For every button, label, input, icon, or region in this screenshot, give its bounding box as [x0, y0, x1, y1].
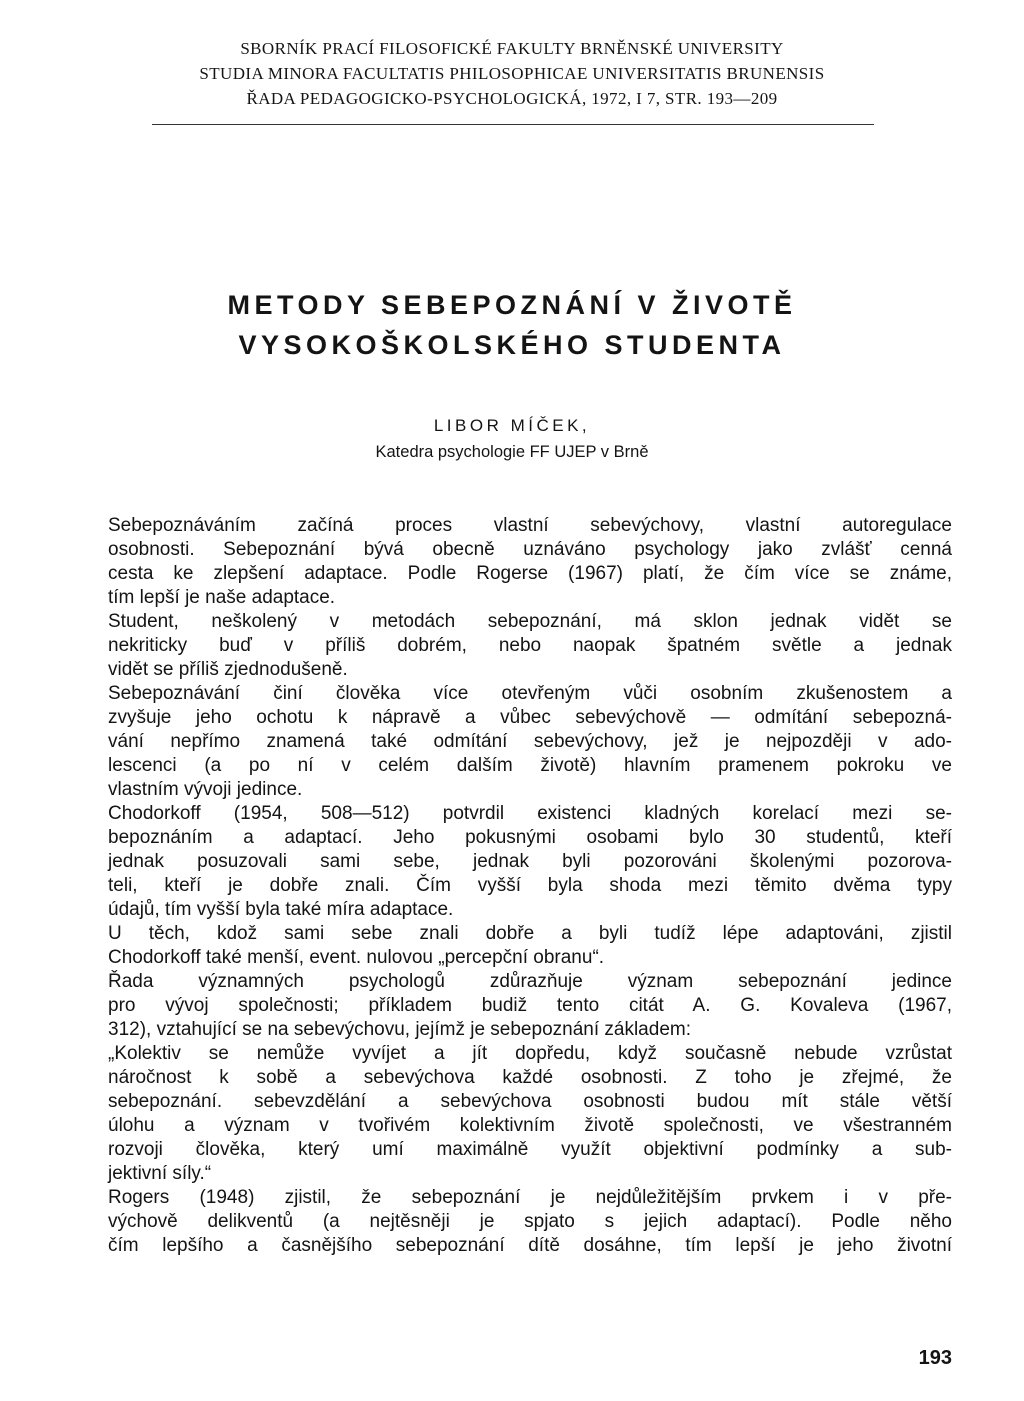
body-line: tím lepší je naše adaptace. — [108, 587, 336, 608]
article-body — [108, 514, 952, 1258]
body-line: jektivní síly.“ — [108, 1163, 212, 1184]
body-line: 312), vztahující se na sebevýchovu, jejímž je sebepoznání základem: — [108, 1019, 691, 1040]
body-line: „Kolektiv se nemůže vyvíjet a jít dopředu, když současně nebude vzrůstat — [108, 1043, 952, 1064]
header-line-3: ŘADA PEDAGOGICKO-PSYCHOLOGICKÁ, 1972, I 7, STR. 193—209 — [246, 89, 778, 108]
body-line: čím lepšího a časnějšího sebepoznání dítě dosáhne, tím lepší je jeho životní — [108, 1235, 952, 1256]
body-line: rozvoji člověka, který umí maximálně využít objektivní podmínky a sub- — [108, 1139, 952, 1160]
body-line: bepoznáním a adaptací. Jeho pokusnými osobami bylo 30 studentů, kteří — [108, 827, 952, 848]
body-line: vidět se příliš zjednodušeně. — [108, 659, 348, 680]
article-title — [60, 285, 964, 365]
body-line: sebepoznání. sebevzdělání a sebevýchova osobnosti budou mít stále větší — [108, 1091, 952, 1112]
body-line: jednak posuzovali sami sebe, jednak byli pozorováni školenými pozorova- — [108, 851, 952, 872]
body-line: údajů, tím vyšší byla také míra adaptace. — [108, 899, 454, 920]
body-line: Sebepoznáváním začíná proces vlastní sebevýchovy, vlastní autoregulace — [108, 515, 952, 536]
body-line: Chodorkoff (1954, 508—512) potvrdil existenci kladných korelací mezi se- — [108, 803, 952, 824]
body-line: vání nepřímo znamená také odmítání sebevýchovy, jež je nejpozději v ado- — [108, 731, 952, 752]
body-line: Sebepoznávání činí člověka více otevřeným vůči osobním zkušenostem a — [108, 683, 952, 704]
header-rule — [152, 124, 874, 125]
body-line: Student, neškolený v metodách sebepoznání, má sklon jednak vidět se — [108, 611, 952, 632]
body-line: cesta ke zlepšení adaptace. Podle Rogerse (1967) platí, že čím více se známe, — [108, 563, 952, 584]
body-line: lescenci (a po ní v celém dalším životě) hlavním pramenem pokroku ve — [108, 755, 952, 776]
body-line: zvyšuje jeho ochotu k nápravě a vůbec sebevýchově — odmítání sebepozná- — [108, 707, 952, 728]
journal-header — [60, 36, 964, 111]
body-line: teli, kteří je dobře znali. Čím vyšší byla shoda mezi těmito dvěma typy — [108, 875, 952, 896]
body-line: pro vývoj společnosti; příkladem budiž tento citát A. G. Kovaleva (1967, — [108, 995, 952, 1016]
body-line: úlohu a význam v tvořivém kolektivním životě společnosti, ve všestranném — [108, 1115, 952, 1136]
body-line: nekriticky buď v příliš dobrém, nebo naopak špatném světle a jednak — [108, 635, 952, 656]
body-line: osobnosti. Sebepoznání bývá obecně uznáváno psychology jako zvlášť cenná — [108, 539, 952, 560]
header-line-2: STUDIA MINORA FACULTATIS PHILOSOPHICAE UNIVERSITATIS BRUNENSIS — [199, 64, 825, 83]
body-line: Řada významných psychologů zdůrazňuje význam sebepoznání jedince — [108, 971, 952, 992]
body-line: výchově delikventů (a nejtěsněji je spjato s jejich adaptací). Podle něho — [108, 1211, 952, 1232]
body-line: Rogers (1948) zjistil, že sebepoznání je nejdůležitějším prvkem i v pře- — [108, 1187, 952, 1208]
author-name: LIBOR MÍČEK, — [433, 416, 591, 435]
title-line-2: VYSOKOŠKOLSKÉHO STUDENTA — [238, 330, 786, 360]
body-line: U těch, kdož sami sebe znali dobře a byli tudíž lépe adaptováni, zjistil — [108, 923, 952, 944]
body-line: vlastním vývoji jedince. — [108, 779, 303, 800]
page-number: 193 — [918, 1347, 952, 1369]
body-line: Chodorkoff také menší, event. nulovou „percepční obranu“. — [108, 947, 605, 968]
title-line-1: METODY SEBEPOZNÁNÍ V ŽIVOTĚ — [227, 290, 797, 320]
body-line: náročnost k sobě a sebevýchova každé osobnosti. Z toho je zřejmé, že — [108, 1067, 952, 1088]
header-line-1: SBORNÍK PRACÍ FILOSOFICKÉ FAKULTY BRNĚNSKÉ UNIVERSITY — [240, 39, 784, 58]
author-affiliation: Katedra psychologie FF UJEP v Brně — [375, 443, 649, 461]
